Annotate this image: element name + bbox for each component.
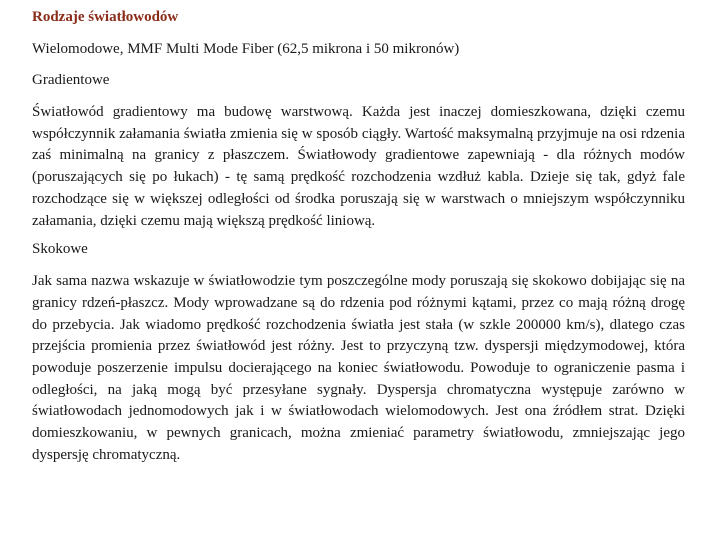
slide-subtitle: Wielomodowe, MMF Multi Mode Fiber (62,5 mikrona i 50 mikronów) (32, 41, 460, 57)
slide-content (32, 8, 685, 467)
section-text-step: Jak sama nazwa wskazuje w światłowodzie tym poszczególne mody poruszają się skokowo dobijając się na granicy rdzeń-płaszcz. Mody wprowadzane są do rdzenia pod różnymi kątami, przez co mają różną drogę do przebycia. Jak wiadomo prędkość rozchodzenia światła jest stała (w szkle 200000 km/s), dlatego czas przejścia promienia przez światłowód jest różny. Jest to przyczyną tzw. dyspersji międzymodowej, która powoduje poszerzenie impulsu docierającego na koniec światłowodu. Powoduje to ograniczenie pasma i odległości, na jaką mogą być przesyłane sygnały. Dyspersja chromatyczna występuje zarówno w światłowodach jednomodowych jak i w światłowodach wielomodowych. Jest ona źródłem strat. Dzięki domieszkowaniu, w pewnych granicach, można zmieniać parametry światłowodu, zmniejszając jego dyspersję chromatyczną. (32, 273, 685, 463)
section-heading-gradient: Gradientowe (32, 72, 110, 88)
section-heading-step: Skokowe (32, 241, 88, 258)
slide-title: Rodzaje światłowodów (32, 9, 179, 25)
section-text-gradient: Światłowód gradientowy ma budowę warstwową. Każda jest inaczej domieszkowana, dzięki czemu współczynnik załamania światła zmienia się w sposób ciągły. Wartość maksymalną przyjmuje na osi rdzenia zaś minimalną na granicy z płaszczem. Światłowody gradientowe zapewniają - dla różnych modów (poruszających się po łukach) - tę samą prędkość rozchodzenia wzdłuż kabla. Dzieje się tak, gdyż fale rozchodzące się w większej odległości od środka poruszają się w warstwach o mniejszym współczynniku załamania, dzięki czemu mają większą prędkość liniową. (32, 104, 685, 229)
